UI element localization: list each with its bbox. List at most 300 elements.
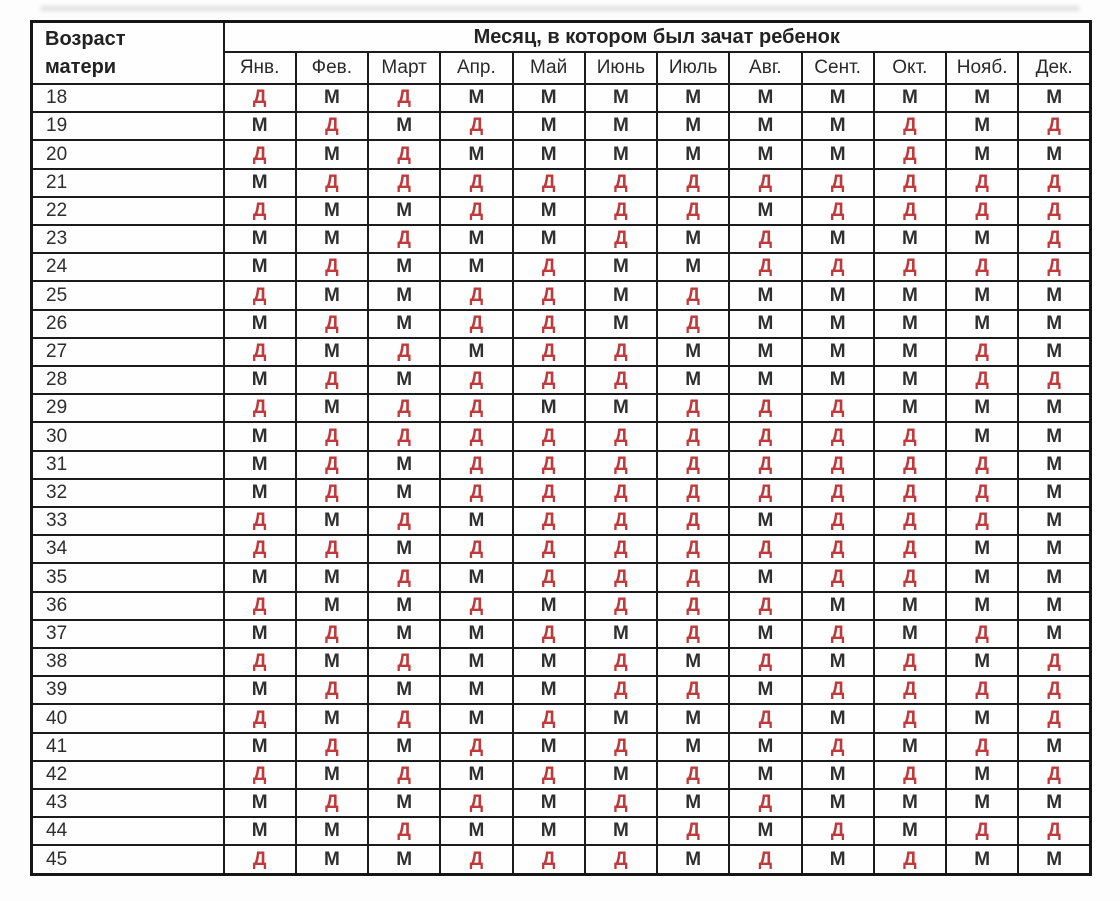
boy-cell: М [296,592,368,620]
girl-cell: Д [874,845,946,874]
girl-cell: Д [513,451,585,479]
table-row [32,451,1091,479]
girl-cell: Д [657,281,729,309]
boy-cell: М [946,535,1018,563]
girl-cell: Д [874,563,946,591]
table-row [32,592,1091,620]
mother-age-cell: 25 [32,281,224,309]
girl-cell: Д [802,676,874,704]
boy-cell: М [368,253,440,281]
boy-cell: М [296,761,368,789]
boy-cell: М [296,507,368,535]
conception-gender-calendar-table [30,20,1092,876]
girl-cell: Д [224,140,296,168]
boy-cell: М [946,845,1018,874]
girl-cell: Д [585,563,657,591]
boy-cell: М [513,648,585,676]
girl-cell: Д [874,507,946,535]
girl-cell: Д [585,535,657,563]
girl-cell: Д [296,733,368,761]
month-header-cell: Дек. [1018,52,1090,84]
boy-cell: М [224,817,296,845]
table-row [32,338,1091,366]
girl-cell: Д [440,169,512,197]
girl-cell: Д [513,366,585,394]
boy-cell: М [946,761,1018,789]
girl-cell: Д [946,507,1018,535]
girl-cell: Д [440,197,512,225]
month-header-cell: Нояб. [946,52,1018,84]
boy-cell: М [585,84,657,112]
boy-cell: М [802,845,874,874]
boy-cell: М [1018,592,1090,620]
boy-cell: М [296,281,368,309]
month-header-cell: Янв. [224,52,296,84]
girl-cell: Д [513,338,585,366]
boy-cell: М [224,733,296,761]
boy-cell: М [368,733,440,761]
boy-cell: М [802,281,874,309]
girl-cell: Д [440,535,512,563]
mother-age-cell: 18 [32,84,224,112]
boy-cell: М [946,563,1018,591]
boy-cell: М [368,535,440,563]
girl-cell: Д [513,253,585,281]
girl-cell: Д [224,648,296,676]
boy-cell: М [657,704,729,732]
girl-cell: Д [440,310,512,338]
boy-cell: М [657,112,729,140]
girl-cell: Д [224,281,296,309]
boy-cell: М [1018,422,1090,450]
girl-cell: Д [585,648,657,676]
mother-age-cell: 32 [32,479,224,507]
boy-cell: М [729,281,801,309]
girl-cell: Д [729,592,801,620]
month-header-cell: Авг. [729,52,801,84]
boy-cell: М [513,84,585,112]
girl-cell: Д [585,451,657,479]
girl-cell: Д [657,422,729,450]
girl-cell: Д [657,817,729,845]
girl-cell: Д [874,479,946,507]
girl-cell: Д [224,845,296,874]
girl-cell: Д [729,648,801,676]
boy-cell: М [440,84,512,112]
girl-cell: Д [224,704,296,732]
boy-cell: М [1018,507,1090,535]
boy-cell: М [513,394,585,422]
girl-cell: Д [440,422,512,450]
boy-cell: М [729,761,801,789]
month-header-cell: Апр. [440,52,512,84]
table-row [32,535,1091,563]
boy-cell: М [802,225,874,253]
girl-cell: Д [296,112,368,140]
table-row [32,676,1091,704]
boy-cell: М [874,789,946,817]
boy-cell: М [802,84,874,112]
boy-cell: М [224,366,296,394]
boy-cell: М [585,817,657,845]
girl-cell: Д [946,817,1018,845]
girl-cell: Д [368,704,440,732]
girl-cell: Д [296,479,368,507]
girl-cell: Д [296,310,368,338]
girl-cell: Д [513,479,585,507]
table-row [32,197,1091,225]
table-row [32,169,1091,197]
girl-cell: Д [1018,704,1090,732]
girl-cell: Д [802,394,874,422]
boy-cell: М [802,366,874,394]
boy-cell: М [946,394,1018,422]
girl-cell: Д [440,394,512,422]
girl-cell: Д [874,253,946,281]
boy-cell: М [874,84,946,112]
boy-cell: М [1018,140,1090,168]
girl-cell: Д [657,620,729,648]
boy-cell: М [368,112,440,140]
girl-cell: Д [513,310,585,338]
girl-cell: Д [729,225,801,253]
table-row [32,140,1091,168]
table-row [32,366,1091,394]
girl-cell: Д [657,451,729,479]
mother-age-cell: 28 [32,366,224,394]
girl-cell: Д [224,761,296,789]
girl-cell: Д [440,112,512,140]
girl-cell: Д [657,507,729,535]
girl-cell: Д [368,761,440,789]
boy-cell: М [1018,479,1090,507]
age-column-header [32,22,224,85]
table-row [32,281,1091,309]
girl-cell: Д [802,479,874,507]
boy-cell: М [1018,451,1090,479]
boy-cell: М [946,310,1018,338]
girl-cell: Д [368,422,440,450]
mother-age-cell: 34 [32,535,224,563]
girl-cell: Д [368,225,440,253]
girl-cell: Д [874,140,946,168]
boy-cell: М [224,676,296,704]
mother-age-cell: 33 [32,507,224,535]
boy-cell: М [513,225,585,253]
girl-cell: Д [513,507,585,535]
boy-cell: М [296,197,368,225]
mother-age-cell: 19 [32,112,224,140]
mother-age-cell: 23 [32,225,224,253]
boy-cell: М [585,281,657,309]
girl-cell: Д [657,394,729,422]
boy-cell: М [440,620,512,648]
boy-cell: М [729,676,801,704]
boy-cell: М [585,112,657,140]
girl-cell: Д [946,620,1018,648]
boy-cell: М [874,817,946,845]
boy-cell: М [729,817,801,845]
table-row [32,422,1091,450]
boy-cell: М [802,140,874,168]
girl-cell: Д [368,648,440,676]
mother-age-cell: 27 [32,338,224,366]
girl-cell: Д [224,197,296,225]
month-header-cell: Июнь [585,52,657,84]
boy-cell: М [296,563,368,591]
boy-cell: М [1018,394,1090,422]
boy-cell: М [874,225,946,253]
girl-cell: Д [585,592,657,620]
girl-cell: Д [440,451,512,479]
mother-age-cell: 41 [32,733,224,761]
girl-cell: Д [657,197,729,225]
boy-cell: М [440,563,512,591]
girl-cell: Д [513,535,585,563]
girl-cell: Д [1018,112,1090,140]
boy-cell: М [368,845,440,874]
boy-cell: М [946,140,1018,168]
girl-cell: Д [368,84,440,112]
girl-cell: Д [1018,253,1090,281]
table-row [32,310,1091,338]
mother-age-cell: 36 [32,592,224,620]
girl-cell: Д [440,733,512,761]
girl-cell: Д [585,676,657,704]
mother-age-cell: 31 [32,451,224,479]
boy-cell: М [657,366,729,394]
girl-cell: Д [946,366,1018,394]
girl-cell: Д [585,197,657,225]
girl-cell: Д [585,169,657,197]
boy-cell: М [729,507,801,535]
girl-cell: Д [513,845,585,874]
girl-cell: Д [224,338,296,366]
girl-cell: Д [1018,169,1090,197]
boy-cell: М [729,338,801,366]
mother-age-cell: 43 [32,789,224,817]
girl-cell: Д [729,394,801,422]
girl-cell: Д [802,169,874,197]
mother-age-cell: 44 [32,817,224,845]
girl-cell: Д [729,451,801,479]
boy-cell: М [874,281,946,309]
girl-cell: Д [440,366,512,394]
boy-cell: М [946,84,1018,112]
girl-cell: Д [513,704,585,732]
mother-age-cell: 37 [32,620,224,648]
boy-cell: М [585,253,657,281]
boy-cell: М [946,592,1018,620]
table-row [32,648,1091,676]
mother-age-cell: 35 [32,563,224,591]
girl-cell: Д [513,761,585,789]
boy-cell: М [874,366,946,394]
boy-cell: М [657,225,729,253]
boy-cell: М [802,112,874,140]
boy-cell: М [440,507,512,535]
table-row [32,620,1091,648]
boy-cell: М [1018,563,1090,591]
girl-cell: Д [440,281,512,309]
girl-cell: Д [296,169,368,197]
scan-artifact [40,6,1080,11]
boy-cell: М [729,366,801,394]
header-row-group [32,22,1091,53]
girl-cell: Д [513,422,585,450]
boy-cell: М [802,789,874,817]
girl-cell: Д [1018,225,1090,253]
month-header-cell: Май [513,52,585,84]
mother-age-cell: 21 [32,169,224,197]
girl-cell: Д [585,225,657,253]
boy-cell: М [874,338,946,366]
boy-cell: М [946,648,1018,676]
boy-cell: М [1018,845,1090,874]
girl-cell: Д [657,761,729,789]
girl-cell: Д [296,451,368,479]
girl-cell: Д [874,197,946,225]
boy-cell: М [1018,281,1090,309]
girl-cell: Д [585,422,657,450]
girl-cell: Д [585,507,657,535]
girl-cell: Д [802,451,874,479]
girl-cell: Д [874,761,946,789]
table-row [32,479,1091,507]
boy-cell: М [440,817,512,845]
girl-cell: Д [874,169,946,197]
boy-cell: М [368,592,440,620]
boy-cell: М [368,789,440,817]
girl-cell: Д [440,845,512,874]
boy-cell: М [657,253,729,281]
girl-cell: Д [513,281,585,309]
girl-cell: Д [224,507,296,535]
boy-cell: М [946,281,1018,309]
girl-cell: Д [224,84,296,112]
girl-cell: Д [946,169,1018,197]
boy-cell: М [296,140,368,168]
boy-cell: М [368,310,440,338]
boy-cell: М [224,620,296,648]
boy-cell: М [296,845,368,874]
girl-cell: Д [657,563,729,591]
girl-cell: Д [368,140,440,168]
boy-cell: М [1018,789,1090,817]
girl-cell: Д [296,366,368,394]
mother-age-cell: 30 [32,422,224,450]
girl-cell: Д [368,817,440,845]
boy-cell: М [513,592,585,620]
table-row [32,225,1091,253]
girl-cell: Д [729,169,801,197]
girl-cell: Д [1018,366,1090,394]
girl-cell: Д [729,845,801,874]
boy-cell: М [224,563,296,591]
mother-age-cell: 22 [32,197,224,225]
girl-cell: Д [657,310,729,338]
girl-cell: Д [513,563,585,591]
table-row [32,817,1091,845]
girl-cell: Д [657,592,729,620]
boy-cell: М [440,225,512,253]
girl-cell: Д [368,563,440,591]
boy-cell: М [440,140,512,168]
boy-cell: М [224,422,296,450]
boy-cell: М [224,789,296,817]
boy-cell: М [1018,733,1090,761]
girl-cell: Д [1018,761,1090,789]
boy-cell: М [440,704,512,732]
girl-cell: Д [802,422,874,450]
girl-cell: Д [802,817,874,845]
girl-cell: Д [657,535,729,563]
boy-cell: М [946,225,1018,253]
girl-cell: Д [729,704,801,732]
boy-cell: М [296,225,368,253]
girl-cell: Д [296,676,368,704]
boy-cell: М [874,394,946,422]
boy-cell: М [802,648,874,676]
table-row [32,704,1091,732]
girl-cell: Д [1018,197,1090,225]
girl-cell: Д [368,169,440,197]
boy-cell: М [440,676,512,704]
boy-cell: М [513,817,585,845]
girl-cell: Д [1018,676,1090,704]
girl-cell: Д [946,197,1018,225]
girl-cell: Д [296,620,368,648]
month-header-cell: Сент. [802,52,874,84]
girl-cell: Д [946,479,1018,507]
boy-cell: М [802,310,874,338]
boy-cell: М [224,225,296,253]
boy-cell: М [946,789,1018,817]
girl-cell: Д [802,620,874,648]
boy-cell: М [657,338,729,366]
boy-cell: М [729,563,801,591]
boy-cell: М [585,140,657,168]
girl-cell: Д [224,394,296,422]
girl-cell: Д [657,169,729,197]
boy-cell: М [657,84,729,112]
month-header-cell: Фев. [296,52,368,84]
boy-cell: М [513,676,585,704]
age-header-line2: матери [45,56,117,78]
table-row [32,563,1091,591]
table-row [32,394,1091,422]
boy-cell: М [585,761,657,789]
mother-age-cell: 24 [32,253,224,281]
girl-cell: Д [946,451,1018,479]
boy-cell: М [802,338,874,366]
boy-cell: М [440,761,512,789]
girl-cell: Д [946,253,1018,281]
boy-cell: М [946,112,1018,140]
girl-cell: Д [368,338,440,366]
girl-cell: Д [802,733,874,761]
boy-cell: М [513,733,585,761]
girl-cell: Д [585,338,657,366]
girl-cell: Д [585,366,657,394]
girl-cell: Д [296,253,368,281]
table-row [32,761,1091,789]
boy-cell: М [296,394,368,422]
girl-cell: Д [729,253,801,281]
girl-cell: Д [946,338,1018,366]
boy-cell: М [1018,338,1090,366]
girl-cell: Д [874,535,946,563]
